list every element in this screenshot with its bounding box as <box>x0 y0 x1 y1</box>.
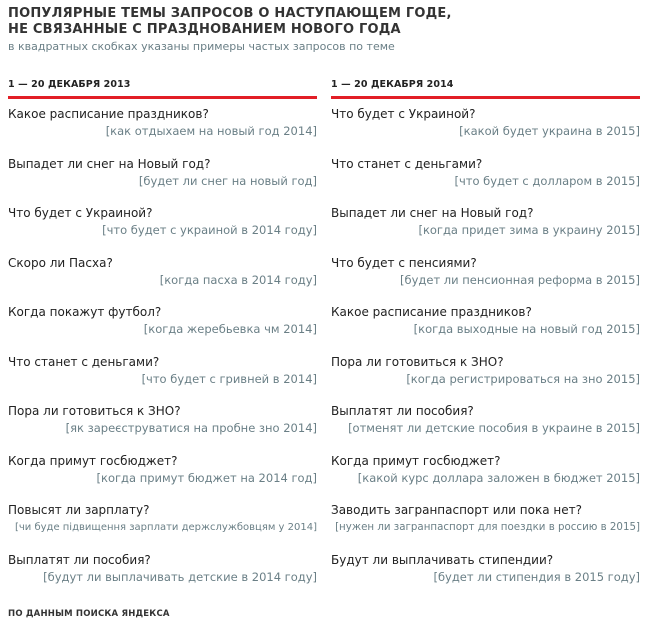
example-query: [как отдыхаем на новый год 2014] <box>105 124 317 138</box>
list-item <box>331 256 640 306</box>
column-2013 <box>8 79 317 602</box>
example-query: [когда придет зима в украину 2015] <box>418 223 640 237</box>
example-query: [что будет с украиной в 2014 году] <box>102 223 317 237</box>
column-2014 <box>331 79 640 602</box>
list-item <box>331 206 640 256</box>
infographic-header <box>8 6 638 54</box>
subtitle: в квадратных скобках указаны примеры частых запросов по теме <box>8 40 395 53</box>
topic-question: Когда покажут футбол? <box>8 305 162 319</box>
topic-question: Что станет с деньгами? <box>331 156 483 171</box>
topic-question: Выплатят ли пособия? <box>331 404 474 418</box>
column-period-label: 1 — 20 ДЕКАБРЯ 2013 <box>8 79 131 90</box>
list-item <box>331 503 640 553</box>
list-item <box>331 157 640 207</box>
topic-question: Что станет с деньгами? <box>8 354 160 369</box>
list-item <box>331 355 640 405</box>
list-item <box>8 553 317 603</box>
red-divider <box>8 96 317 99</box>
list-item <box>8 503 317 553</box>
query-list <box>8 107 317 602</box>
list-item <box>8 454 317 504</box>
topic-question: Когда примут госбюджет? <box>331 453 501 468</box>
topic-question: Будут ли выплачивать стипендии? <box>331 552 554 567</box>
topic-question: Что будет с пенсиями? <box>331 255 477 270</box>
topic-question: Выплатят ли пособия? <box>8 552 151 567</box>
topic-question: Пора ли готовиться к ЗНО? <box>8 404 181 418</box>
example-query: [будут ли выплачивать детские в 2014 году] <box>43 569 317 584</box>
topic-question: Заводить загранпаспорт или пока нет? <box>331 503 582 517</box>
example-query: [когда регистрироваться на зно 2015] <box>406 371 640 386</box>
topic-question: Что будет с Украиной? <box>331 107 476 121</box>
topic-question: Выпадет ли снег на Новый год? <box>8 156 211 171</box>
source-note: ПО ДАННЫМ ПОИСКА ЯНДЕКСА <box>8 609 170 619</box>
list-item <box>8 355 317 405</box>
example-query: [какой будет украина в 2015] <box>459 124 640 138</box>
title-line-2: НЕ СВЯЗАННЫЕ С ПРАЗДНОВАНИЕМ НОВОГО ГОДА <box>8 22 401 37</box>
list-item <box>8 256 317 306</box>
topic-question: Скоро ли Пасха? <box>8 255 113 270</box>
example-query: [будет ли пенсионная реформа в 2015] <box>400 272 640 287</box>
title-line-1: ПОПУЛЯРНЫЕ ТЕМЫ ЗАПРОСОВ О НАСТУПАЮЩЕМ ГОДЕ, <box>8 6 452 21</box>
column-period-label: 1 — 20 ДЕКАБРЯ 2014 <box>331 79 454 90</box>
topic-question: Выпадет ли снег на Новый год? <box>331 206 534 220</box>
list-item <box>8 404 317 454</box>
topic-question: Когда примут госбюджет? <box>8 453 178 468</box>
list-item <box>8 107 317 157</box>
topic-question: Какое расписание праздников? <box>8 107 209 121</box>
example-query: [что будет с долларом в 2015] <box>454 173 640 188</box>
example-query: [когда выходные на новый год 2015] <box>413 322 640 336</box>
list-item <box>331 404 640 454</box>
example-query: [чи буде підвищення зарплати держслужбовцям у 2014] <box>14 522 317 533</box>
topic-question: Пора ли готовиться к ЗНО? <box>331 354 504 369</box>
query-list <box>331 107 640 602</box>
list-item <box>331 454 640 504</box>
list-item <box>331 107 640 157</box>
example-query: [что будет с гривней в 2014] <box>141 371 317 386</box>
example-query: [какой курс доллара заложен в бюджет 2015] <box>357 470 640 485</box>
example-query: [будет ли стипендия в 2015 году] <box>433 569 640 584</box>
list-item <box>331 553 640 603</box>
example-query: [когда пасха в 2014 году] <box>159 272 317 287</box>
list-item <box>8 157 317 207</box>
example-query: [когда жеребьевка чм 2014] <box>143 322 317 336</box>
example-query: [когда примут бюджет на 2014 год] <box>96 470 317 485</box>
red-divider <box>331 96 640 99</box>
example-query: [нужен ли загранпаспорт для поездки в россию в 2015] <box>335 521 640 533</box>
list-item <box>331 305 640 355</box>
list-item <box>8 305 317 355</box>
topic-question: Какое расписание праздников? <box>331 305 532 319</box>
topic-question: Что будет с Украиной? <box>8 206 153 220</box>
list-item <box>8 206 317 256</box>
example-query: [як зареєструватися на пробне зно 2014] <box>65 421 317 435</box>
example-query: [отменят ли детские пособия в украине в 2015] <box>348 421 640 435</box>
example-query: [будет ли снег на новый год] <box>138 173 317 188</box>
topic-question: Повысят ли зарплату? <box>8 503 150 517</box>
